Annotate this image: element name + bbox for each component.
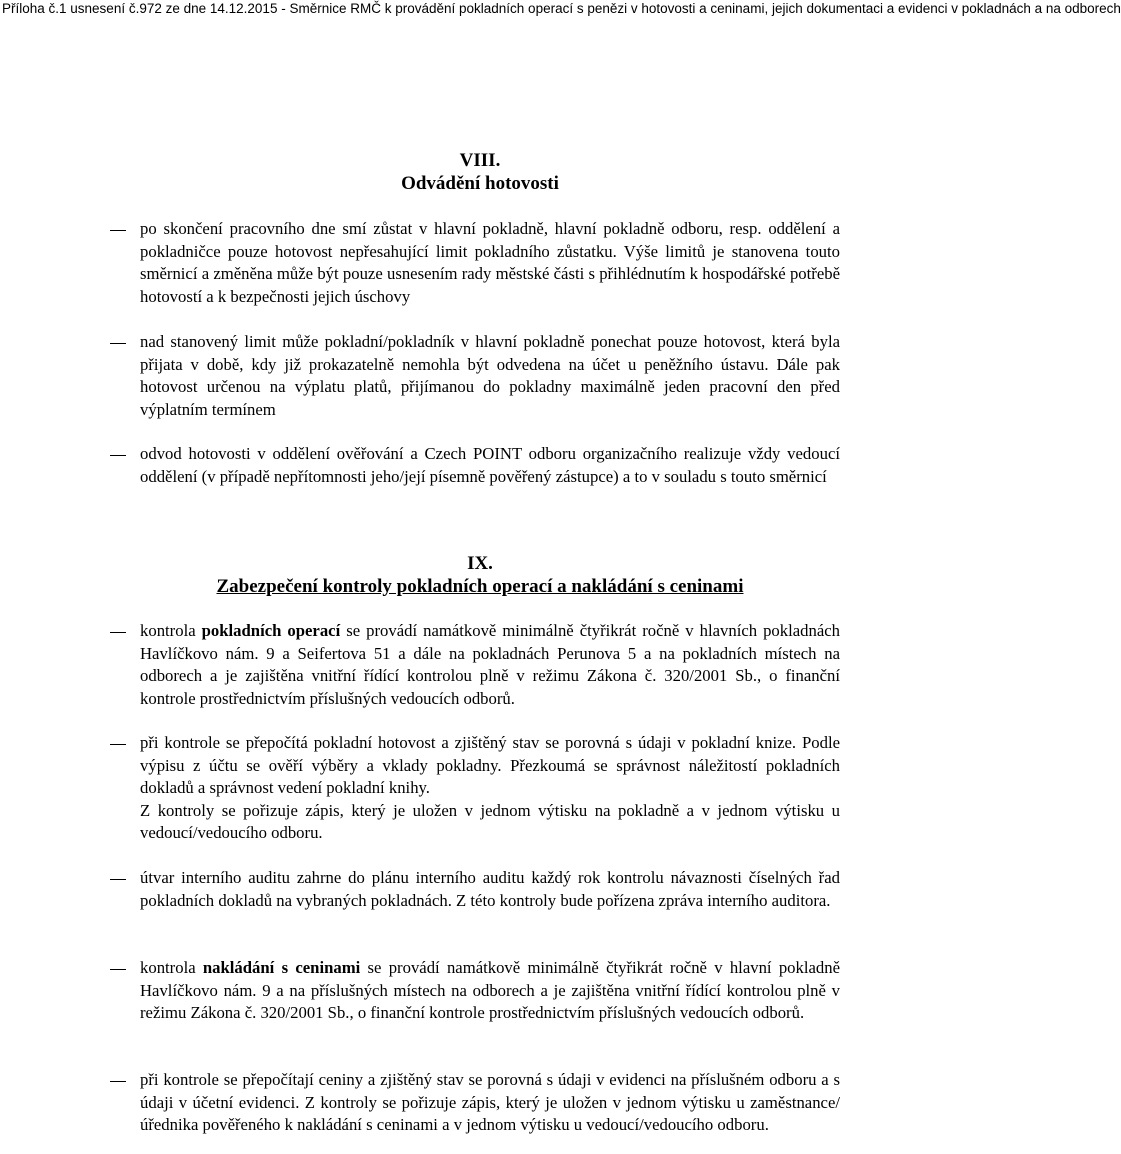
list-item-text: nad stanovený limit může pokladní/pokladník v hlavní pokladně ponechat pouze hotovost, která byla přijata v době, kdy již prokazatelně nemohla být odvedena na účet u peněžního ústavu. Dále pak hotovost určenou na výplatu platů, přijímanou do pokladny maximálně jeden pracovní den před výplatním termínem (140, 332, 840, 419)
list-item-text (140, 732, 840, 845)
dash-bullet (110, 343, 126, 344)
item-text-start: kontrola (140, 621, 202, 640)
dash-bullet (110, 744, 126, 745)
dash-bullet (110, 1081, 126, 1082)
section-8-title: Odvádění hotovosti (401, 173, 559, 194)
dash-bullet (110, 879, 126, 880)
item-text-end: se provádí namátkově minimálně čtyřikrát ročně v hlavních pokladnách Havlíčkovo nám. 9 a Seifertova 51 a dále na pokladnách Perunova 5 a na pokladních místech na odborech a je zajištěna vnitřní řídící kontrolou plně v režimu Zákona č. 320/2001 Sb., o finanční kontrole prostřednictvím příslušných vedoucích odborů. (140, 621, 840, 708)
list-item-text: útvar interního auditu zahrne do plánu interního auditu každý rok kontrolu návaznosti číselných řad pokladních dokladů na vybraných pokladnách. Z této kontroly bude pořízena zpráva interního auditora. (140, 868, 840, 910)
list-item-text (140, 957, 840, 1025)
list-item-text (140, 620, 840, 710)
dash-bullet (110, 632, 126, 633)
dash-bullet (110, 455, 126, 456)
list-item-text: po skončení pracovního dne smí zůstat v hlavní pokladně, hlavní pokladně odboru, resp. oddělení a pokladničce pouze hotovost nepřesahující limit pokladního zůstatku. Výše limitů je stanovena touto směrnicí a změněna může být pouze usnesením rady městské části s přihlédnutím k hospodářské potřebě hotovostí a k bezpečnosti jejich úschovy (140, 219, 840, 306)
section-9-number: IX. (467, 553, 493, 574)
dash-bullet (110, 230, 126, 231)
list-item-text: při kontrole se přepočítají ceniny a zjištěný stav se porovná s údaji v evidenci na příslušném odboru a s údaji v účetní evidenci. Z kontroly se pořizuje zápis, který je uložen v jednom výtisku u zaměstnance/úřednika pověřeného k nakládání s ceninami a v jednom výtisku u vedoucí/vedoucího odboru. (140, 1070, 840, 1134)
item-paragraph: při kontrole se přepočítá pokladní hotovost a zjištěný stav se porovná s údaji v pokladní knize. Podle výpisu z účtu se ověří výběry a vklady pokladny. Přezkoumá se správnost náležitostí pokladních dokladů a správnost vedení pokladní knihy. (140, 733, 840, 797)
section-9-title: Zabezpečení kontroly pokladních operací a nakládání s ceninami (216, 576, 744, 597)
item-text-start: kontrola (140, 958, 203, 977)
section-8-number: VIII. (459, 150, 501, 171)
item-text-bold: nakládání s ceninami (202, 958, 361, 977)
dash-bullet (110, 969, 126, 970)
list-item-text: odvod hotovosti v oddělení ověřování a Czech POINT odboru organizačního realizuje vždy vedoucí oddělení (v případě nepřítomnosti jeho/její písemně pověřený zástupce) a to v souladu s touto směrnicí (140, 444, 840, 486)
item-paragraph: Z kontroly se pořizuje zápis, který je uložen v jednom výtisku na pokladně a v jednom výtisku u vedoucí/vedoucího odboru. (140, 800, 840, 842)
item-text-end: se provádí namátkově minimálně čtyřikrát ročně v hlavní pokladně Havlíčkovo nám. 9 a na příslušných místech na odborech a je zajištěna vnitřní řídící kontrolou plně v režimu Zákona č. 320/2001 Sb., o finanční kontrole prostřednictvím příslušných vedoucích odborů. (140, 958, 840, 1022)
running-header: Příloha č.1 usnesení č.972 ze dne 14.12.2015 - Směrnice RMČ k provádění pokladních operací s penězi v hotovosti a ceninami, jejich dokumentaci a evidenci v pokladnách a na odborech (2, 1, 1121, 16)
item-text-bold: pokladních operací (201, 621, 341, 640)
